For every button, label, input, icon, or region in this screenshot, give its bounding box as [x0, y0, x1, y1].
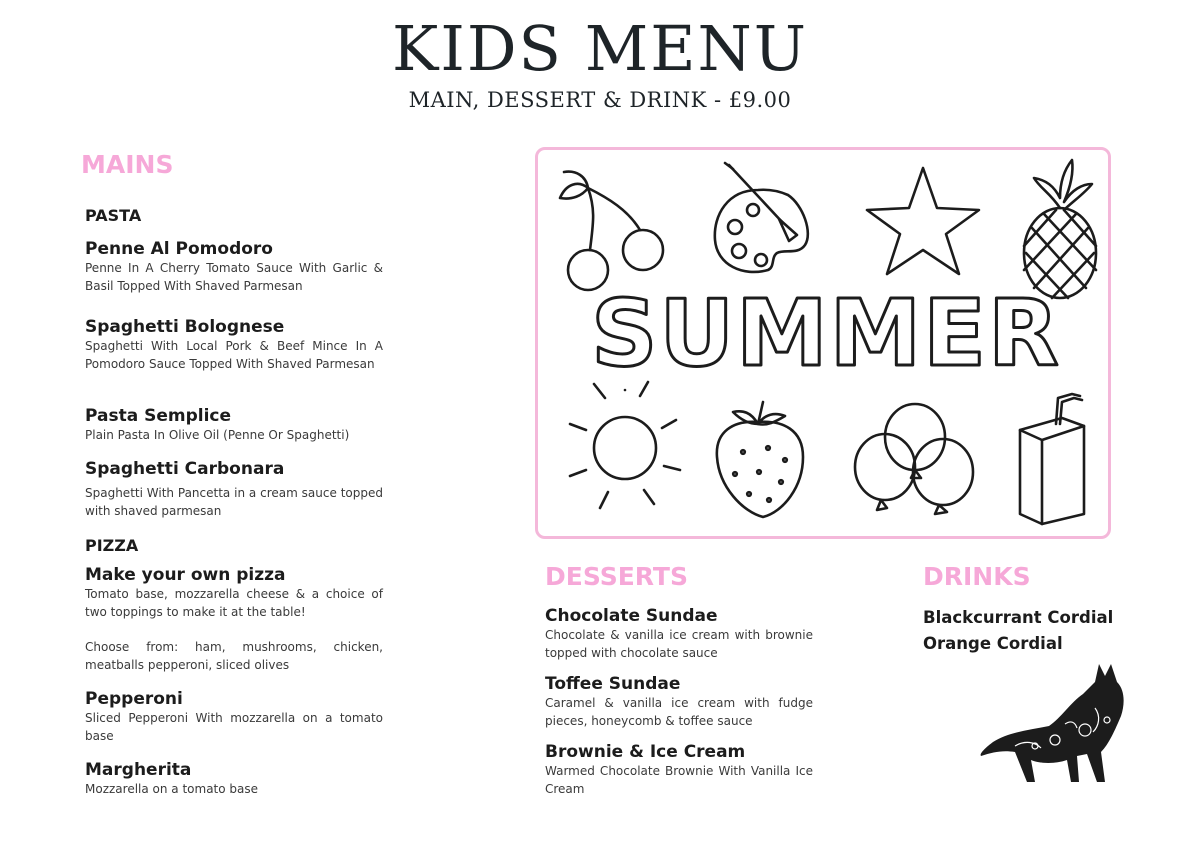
item-description: Warmed Chocolate Brownie With Vanilla Ice Cream — [545, 764, 813, 796]
pizza-heading: PIZZA — [85, 536, 139, 555]
item-description: Tomato base, mozzarella cheese & a choice of two toppings to make it at the table! — [85, 587, 383, 619]
summer-panel — [535, 147, 1111, 539]
desserts-heading: DESSERTS — [545, 562, 688, 591]
paint-palette-icon — [715, 163, 808, 272]
menu-item-carbonara — [85, 458, 383, 520]
toppings-note: Choose from: ham, mushrooms, chicken, meatballs pepperoni, sliced olives — [85, 640, 383, 672]
pasta-heading: PASTA — [85, 206, 142, 225]
item-name: Toffee Sundae — [545, 674, 681, 694]
dessert-item-toffee-sundae — [545, 673, 813, 730]
strawberry-icon — [717, 402, 803, 517]
mains-heading: MAINS — [81, 150, 174, 179]
item-name: Chocolate Sundae — [545, 606, 718, 626]
item-description: Mozzarella on a tomato base — [85, 782, 259, 796]
item-name: Penne Al Pomodoro — [85, 239, 273, 259]
star-icon — [867, 168, 979, 274]
item-description: Caramel & vanilla ice cream with fudge pieces, honeycomb & toffee sauce — [545, 696, 813, 728]
sun-icon — [570, 382, 680, 508]
fox-silhouette-icon — [975, 660, 1135, 794]
item-name: Make your own pizza — [85, 565, 286, 585]
item-description: Sliced Pepperoni With mozzarella on a tomato base — [85, 711, 383, 743]
menu-item-pepperoni — [85, 688, 383, 745]
item-name: Brownie & Ice Cream — [545, 742, 746, 762]
item-name: Pasta Semplice — [85, 406, 232, 426]
menu-title: KIDS MENU — [392, 12, 808, 85]
menu-item-semplice — [85, 405, 383, 445]
drink-item: Orange Cordial — [923, 634, 1063, 653]
pineapple-icon — [1024, 160, 1096, 298]
item-description: Plain Pasta In Olive Oil (Penne Or Spaghetti) — [85, 428, 350, 442]
drink-item: Blackcurrant Cordial — [923, 608, 1114, 627]
item-name: Pepperoni — [85, 689, 183, 709]
summer-word: SUMMER — [591, 280, 1061, 387]
menu-item-make-your-own — [85, 564, 383, 621]
item-name: Spaghetti Carbonara — [85, 459, 285, 479]
menu-item-bolognese — [85, 316, 383, 373]
item-name: Spaghetti Bolognese — [85, 317, 285, 337]
item-description: Spaghetti With Local Pork & Beef Mince In A Pomodoro Sauce Topped With Shaved Parmesan — [85, 339, 383, 371]
item-description: Chocolate & vanilla ice cream with brownie topped with chocolate sauce — [545, 628, 813, 660]
item-description: Spaghetti With Pancetta in a cream sauce topped with shaved parmesan — [85, 486, 383, 518]
dessert-item-brownie — [545, 741, 813, 798]
menu-subtitle: MAIN, DESSERT & DRINK - £9.00 — [408, 88, 792, 112]
juice-box-icon — [1020, 394, 1084, 524]
cherries-icon — [560, 172, 663, 290]
balloons-icon — [855, 404, 973, 514]
menu-item-penne — [85, 238, 383, 295]
menu-item-margherita — [85, 759, 383, 799]
item-name: Margherita — [85, 760, 192, 780]
drinks-heading: DRINKS — [923, 562, 1031, 591]
item-description: Penne In A Cherry Tomato Sauce With Garlic & Basil Topped With Shaved Parmesan — [85, 261, 383, 293]
dessert-item-chocolate-sundae — [545, 605, 813, 662]
